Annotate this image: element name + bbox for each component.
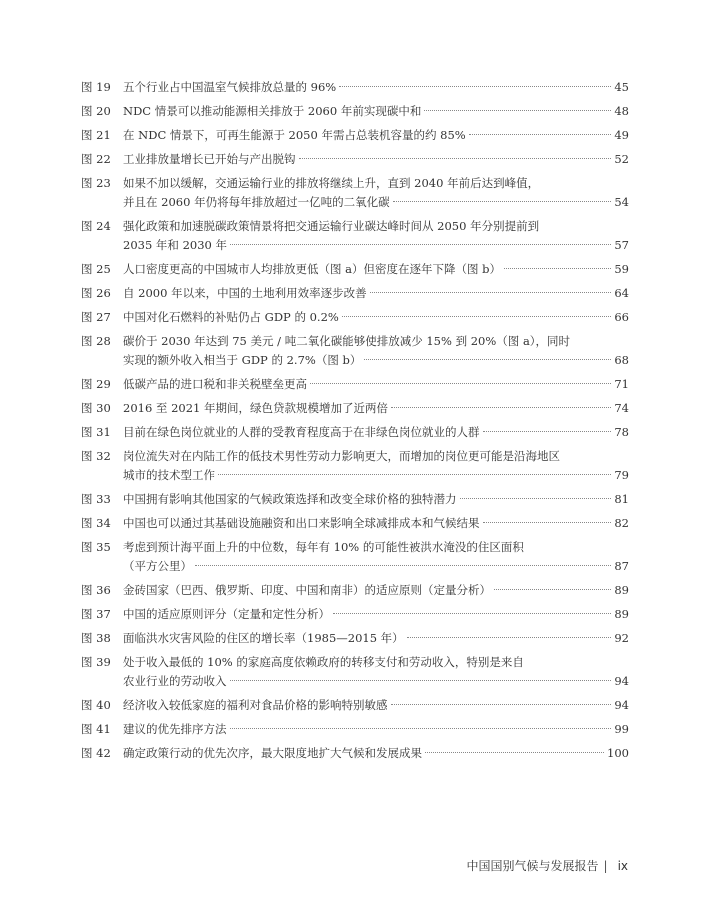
caption-line — [123, 744, 629, 763]
toc-entry[interactable] — [81, 720, 629, 739]
dot-leader — [230, 244, 611, 245]
page-number-ref[interactable]: 82 — [614, 516, 629, 530]
toc-entry[interactable] — [81, 284, 629, 303]
page-number-ref[interactable]: 74 — [614, 401, 629, 415]
figure-caption — [123, 605, 629, 624]
figure-caption — [123, 399, 629, 418]
caption-line — [123, 126, 629, 145]
caption-line — [123, 102, 629, 121]
caption-line — [123, 332, 629, 351]
dot-leader — [230, 680, 612, 681]
caption-text: 并且在 2060 年仍将每年排放超过一亿吨的二氧化碳 — [123, 195, 390, 209]
page-number-ref[interactable]: 64 — [614, 286, 629, 300]
caption-line — [123, 351, 629, 370]
caption-text: 建议的优先排序方法 — [123, 722, 227, 736]
dot-leader — [370, 292, 612, 293]
dot-leader — [339, 86, 611, 87]
dot-leader — [218, 474, 611, 475]
caption-text: 人口密度更高的中国城市人均排放更低（图 a）但密度在逐年下降（图 b） — [123, 262, 502, 276]
caption-text: NDC 情景可以推动能源相关排放于 2060 年前实现碳中和 — [123, 104, 422, 118]
page-number-ref[interactable]: 66 — [614, 310, 629, 324]
figure-number: 图 42 — [81, 746, 111, 760]
figure-number: 图 35 — [81, 540, 111, 554]
caption-text: 金砖国家（巴西、俄罗斯、印度、中国和南非）的适应原则（定量分析） — [123, 583, 491, 597]
figure-caption — [123, 423, 629, 442]
caption-text: 处于收入最低的 10% 的家庭高度依赖政府的转移支付和劳动收入，特别是来自 — [123, 655, 524, 669]
caption-text: 如果不加以缓解，交通运输行业的排放将继续上升，直到 2040 年前后达到峰值， — [123, 176, 540, 190]
page-number-ref[interactable]: 71 — [614, 377, 629, 391]
toc-entry[interactable] — [81, 150, 629, 169]
figure-caption — [123, 696, 629, 715]
figure-number: 图 25 — [81, 262, 111, 276]
dot-leader — [364, 359, 611, 360]
caption-line — [123, 538, 629, 557]
figure-number: 图 29 — [81, 377, 111, 391]
dot-leader — [195, 565, 611, 566]
figure-caption — [123, 174, 629, 212]
page-number-ref[interactable]: 89 — [614, 607, 629, 621]
dot-leader — [333, 613, 611, 614]
page-number-ref[interactable]: 68 — [614, 353, 629, 367]
toc-entry[interactable] — [81, 605, 629, 624]
figure-number: 图 30 — [81, 401, 111, 415]
caption-text: 农业行业的劳动收入 — [123, 674, 227, 688]
toc-entry[interactable] — [81, 399, 629, 418]
toc-entry[interactable] — [81, 375, 629, 394]
page-number-ref[interactable]: 79 — [614, 468, 629, 482]
toc-entry[interactable] — [81, 423, 629, 442]
page-number-ref[interactable]: 48 — [614, 104, 629, 118]
dot-leader — [469, 134, 612, 135]
page-number-ref[interactable]: 49 — [614, 128, 629, 142]
figure-caption — [123, 538, 629, 576]
toc-entry[interactable] — [81, 653, 629, 691]
figure-number: 图 38 — [81, 631, 111, 645]
caption-line — [123, 399, 629, 418]
caption-line — [123, 308, 629, 327]
figure-number: 图 40 — [81, 698, 111, 712]
caption-line — [123, 696, 629, 715]
caption-line — [123, 260, 629, 279]
figure-caption — [123, 260, 629, 279]
caption-line — [123, 490, 629, 509]
figure-number: 图 37 — [81, 607, 111, 621]
figure-number: 图 36 — [81, 583, 111, 597]
dot-leader — [483, 431, 612, 432]
caption-text: 在 NDC 情景下，可再生能源于 2050 年需占总装机容量的约 85% — [123, 128, 466, 142]
report-title: 中国国别气候与发展报告 — [466, 859, 599, 873]
figure-caption — [123, 514, 629, 533]
dot-leader — [310, 383, 611, 384]
figure-caption — [123, 102, 629, 121]
figure-caption — [123, 126, 629, 145]
caption-text: 工业排放量增长已开始与产出脱钩 — [123, 152, 296, 166]
caption-line — [123, 557, 629, 576]
figure-caption — [123, 78, 629, 97]
figure-caption — [123, 581, 629, 600]
table-of-figures — [81, 78, 629, 768]
figure-caption — [123, 332, 629, 370]
figure-caption — [123, 653, 629, 691]
caption-text: 2016 至 2021 年期间，绿色贷款规模增加了近两倍 — [123, 401, 388, 415]
caption-line — [123, 581, 629, 600]
caption-text: 确定政策行动的优先次序，最大限度地扩大气候和发展成果 — [123, 746, 422, 760]
toc-entry[interactable] — [81, 490, 629, 509]
page-footer — [467, 857, 629, 874]
figure-number: 图 31 — [81, 425, 111, 439]
dot-leader — [342, 316, 612, 317]
caption-text: 自 2000 年以来，中国的土地利用效率逐步改善 — [123, 286, 367, 300]
dot-leader — [504, 268, 611, 269]
figure-caption — [123, 284, 629, 303]
dot-leader — [494, 589, 611, 590]
toc-entry[interactable] — [81, 260, 629, 279]
caption-line — [123, 217, 629, 236]
caption-line — [123, 605, 629, 624]
figure-caption — [123, 490, 629, 509]
page-number-ref[interactable]: 81 — [614, 492, 629, 506]
figure-number: 图 27 — [81, 310, 111, 324]
figure-number: 图 32 — [81, 449, 111, 463]
figure-number: 图 22 — [81, 152, 111, 166]
figure-number: 图 19 — [81, 80, 111, 94]
caption-line — [123, 629, 629, 648]
figure-caption — [123, 150, 629, 169]
figure-number: 图 26 — [81, 286, 111, 300]
caption-line — [123, 720, 629, 739]
figure-caption — [123, 447, 629, 485]
toc-entry[interactable] — [81, 696, 629, 715]
dot-leader — [391, 704, 612, 705]
figure-caption — [123, 217, 629, 255]
figure-number: 图 24 — [81, 219, 111, 233]
figure-number: 图 21 — [81, 128, 111, 142]
caption-line — [123, 284, 629, 303]
page-number-ref[interactable]: 59 — [614, 262, 629, 276]
page-number-ref[interactable]: 100 — [607, 746, 629, 760]
caption-line — [123, 193, 629, 212]
caption-text: 中国也可以通过其基础设施融资和出口来影响全球减排成本和气候结果 — [123, 516, 480, 530]
caption-text: 岗位流失对在内陆工作的低技术男性劳动力影响更大，而增加的岗位更可能是沿海地区 — [123, 449, 560, 463]
page-number-ref[interactable]: 45 — [614, 80, 629, 94]
figure-caption — [123, 375, 629, 394]
caption-text: 中国拥有影响其他国家的气候政策选择和改变全球价格的独特潜力 — [123, 492, 457, 506]
caption-line — [123, 150, 629, 169]
figure-number: 图 34 — [81, 516, 111, 530]
caption-text: 碳价于 2030 年达到 75 美元 / 吨二氧化碳能够使排放减少 15% 到 20%（图 a），同时 — [123, 334, 571, 348]
caption-line — [123, 174, 629, 193]
caption-line — [123, 423, 629, 442]
caption-line — [123, 466, 629, 485]
figure-number: 图 28 — [81, 334, 111, 348]
toc-entry[interactable] — [81, 447, 629, 485]
caption-text: 低碳产品的进口税和非关税壁垒更高 — [123, 377, 307, 391]
toc-entry[interactable] — [81, 538, 629, 576]
caption-line — [123, 653, 629, 672]
page-number-ref[interactable]: 94 — [614, 674, 629, 688]
page-number: ix — [617, 858, 628, 873]
toc-entry[interactable] — [81, 102, 629, 121]
caption-text: 2035 年和 2030 年 — [123, 238, 227, 252]
dot-leader — [391, 407, 611, 408]
toc-entry[interactable] — [81, 629, 629, 648]
toc-entry[interactable] — [81, 332, 629, 370]
caption-text: 城市的技术型工作 — [123, 468, 215, 482]
caption-line — [123, 672, 629, 691]
dot-leader — [460, 498, 612, 499]
page-number-ref[interactable]: 54 — [614, 195, 629, 209]
figure-number: 图 41 — [81, 722, 111, 736]
page-number-ref[interactable]: 94 — [614, 698, 629, 712]
page-number-ref[interactable]: 52 — [614, 152, 629, 166]
page-number-ref[interactable]: 87 — [614, 559, 629, 573]
figure-number: 图 23 — [81, 176, 111, 190]
dot-leader — [230, 728, 612, 729]
dot-leader — [407, 637, 612, 638]
toc-entry[interactable] — [81, 744, 629, 763]
caption-line — [123, 78, 629, 97]
caption-text: 中国的适应原则评分（定量和定性分析） — [123, 607, 330, 621]
caption-text: 中国对化石燃料的补贴仍占 GDP 的 0.2% — [123, 310, 339, 324]
caption-text: 实现的额外收入相当于 GDP 的 2.7%（图 b） — [123, 353, 362, 367]
figure-number: 图 39 — [81, 655, 111, 669]
dot-leader — [424, 110, 611, 111]
dot-leader — [483, 522, 612, 523]
toc-entry[interactable] — [81, 514, 629, 533]
caption-line — [123, 514, 629, 533]
toc-entry[interactable] — [81, 581, 629, 600]
caption-text: 经济收入较低家庭的福利对食品价格的影响特别敏感 — [123, 698, 388, 712]
toc-entry[interactable] — [81, 217, 629, 255]
caption-line — [123, 447, 629, 466]
caption-line — [123, 375, 629, 394]
caption-text: 目前在绿色岗位就业的人群的受教育程度高于在非绿色岗位就业的人群 — [123, 425, 480, 439]
figure-number: 图 33 — [81, 492, 111, 506]
figure-caption — [123, 629, 629, 648]
figure-caption — [123, 744, 629, 763]
caption-text: 五个行业占中国温室气候排放总量的 96% — [123, 80, 337, 94]
toc-entry[interactable] — [81, 126, 629, 145]
figure-caption — [123, 720, 629, 739]
figure-caption — [123, 308, 629, 327]
toc-entry[interactable] — [81, 174, 629, 212]
page-number-ref[interactable]: 92 — [614, 631, 629, 645]
page-number-ref[interactable]: 89 — [614, 583, 629, 597]
toc-entry[interactable] — [81, 308, 629, 327]
caption-text: 面临洪水灾害风险的住区的增长率（1985—2015 年） — [123, 631, 404, 645]
caption-line — [123, 236, 629, 255]
dot-leader — [425, 752, 604, 753]
caption-text: 考虑到预计海平面上升的中位数，每年有 10% 的可能性被洪水淹没的住区面积 — [123, 540, 524, 554]
footer-separator: | — [603, 858, 608, 873]
page-number-ref[interactable]: 99 — [614, 722, 629, 736]
page-number-ref[interactable]: 57 — [614, 238, 629, 252]
figure-number: 图 20 — [81, 104, 111, 118]
dot-leader — [393, 201, 612, 202]
caption-text: （平方公里） — [123, 559, 192, 573]
toc-entry[interactable] — [81, 78, 629, 97]
caption-text: 强化政策和加速脱碳政策情景将把交通运输行业碳达峰时间从 2050 年分别提前到 — [123, 219, 540, 233]
dot-leader — [299, 158, 612, 159]
page-number-ref[interactable]: 78 — [614, 425, 629, 439]
